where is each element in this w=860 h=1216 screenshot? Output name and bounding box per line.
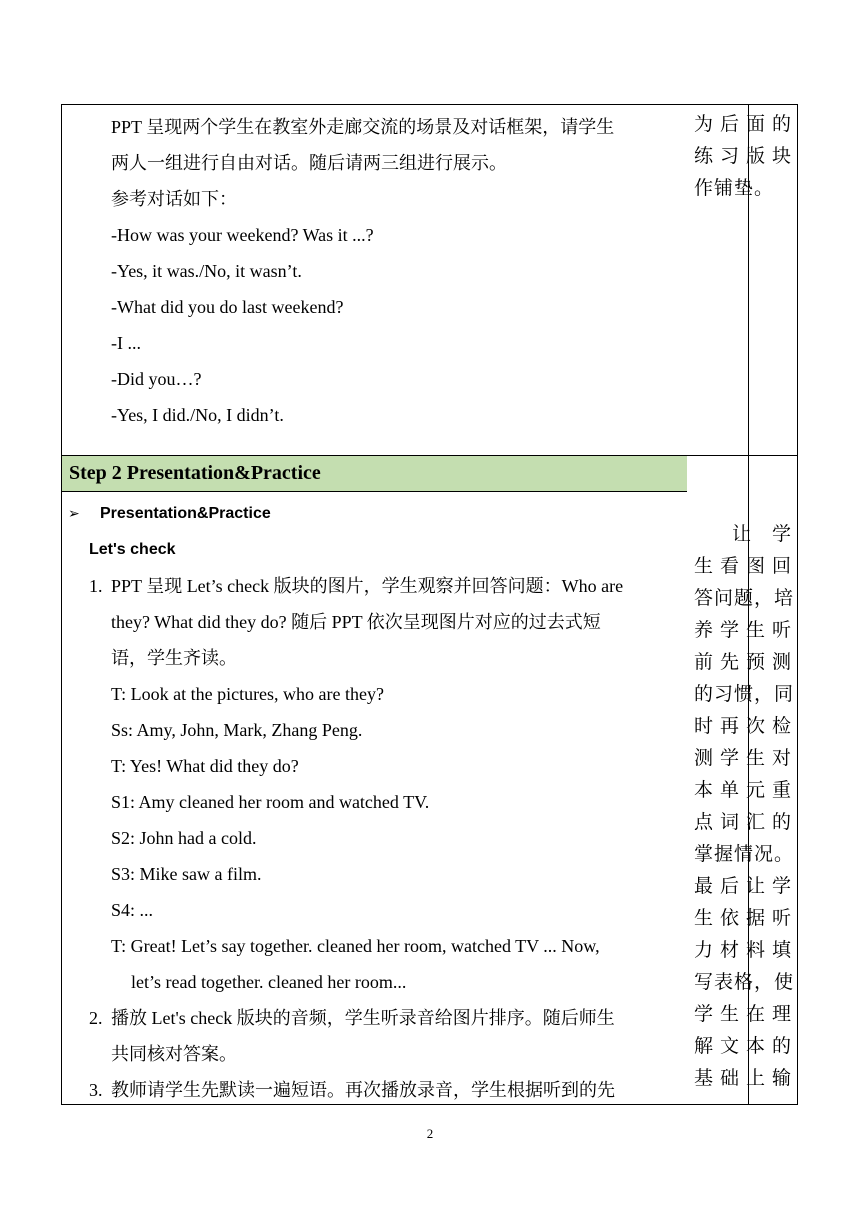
section-title: Let's check xyxy=(89,541,176,558)
top-line-2: 两人一组进行自由对话。随后请两三组进行展示。 xyxy=(111,153,507,173)
item-3-line: 教师请学生先默读一遍短语。再次播放录音，学生根据听到的先 xyxy=(111,1080,615,1100)
step2-note-line: 学生在理 xyxy=(694,1004,792,1025)
item-1-number: 1. xyxy=(89,576,103,596)
dialogue-line: -Did you…? xyxy=(111,369,202,389)
item-2-number: 2. xyxy=(89,1008,103,1028)
top-line-1: PPT 呈现两个学生在教室外走廊交流的场景及对话框架，请学生 xyxy=(111,117,615,137)
dialogue-line: T: Great! Let’s say together. cleaned her room, watched TV ... Now, xyxy=(111,936,600,956)
dialogue-line: -What did you do last weekend? xyxy=(111,297,344,317)
item-1-line: 语，学生齐读。 xyxy=(111,648,237,668)
subheading: Presentation&Practice xyxy=(100,505,271,522)
top-line-3: 参考对话如下： xyxy=(111,189,237,209)
dialogue-line: let’s read together. cleaned her room... xyxy=(131,972,407,992)
step2-note-line: 力材料填 xyxy=(694,940,792,961)
page-number: 2 xyxy=(426,1126,434,1141)
step-header: Step 2 Presentation&Practice xyxy=(62,456,687,491)
step2-note-line: 前先预测 xyxy=(694,652,792,673)
bullet-arrow-icon: ➢ xyxy=(68,506,80,522)
step2-note-line: 生看图回 xyxy=(694,556,792,577)
step2-note-first-line: 让学 xyxy=(732,524,792,545)
item-2-line: 共同核对答案。 xyxy=(111,1044,237,1064)
dialogue-line: -How was your weekend? Was it ...? xyxy=(111,225,374,245)
step2-note-line: 时再次检 xyxy=(694,716,792,737)
dialogue-line: S2: John had a cold. xyxy=(111,828,257,848)
step2-note-line: 解文本的 xyxy=(694,1036,792,1057)
dialogue-line: T: Look at the pictures, who are they? xyxy=(111,684,385,704)
dialogue-line: -Yes, it was./No, it wasn’t. xyxy=(111,261,302,281)
dialogue-line: Ss: Amy, John, Mark, Zhang Peng. xyxy=(111,720,363,740)
top-note-line: 作铺垫。 xyxy=(694,178,775,199)
dialogue-line: T: Yes! What did they do? xyxy=(111,756,299,776)
header-divider xyxy=(62,491,687,492)
item-1-line: PPT 呈现 Let’s check 版块的图片，学生观察并回答问题：Who are xyxy=(111,576,624,596)
lesson-table xyxy=(61,104,798,1105)
step2-note-line: 写表格，使 xyxy=(694,972,795,993)
step2-note-line: 养学生听 xyxy=(694,620,792,641)
step2-note-line: 掌握情况。 xyxy=(694,844,795,865)
dialogue-line: -Yes, I did./No, I didn’t. xyxy=(111,405,284,425)
item-3-number: 3. xyxy=(89,1080,103,1100)
step2-note-line: 本单元重 xyxy=(694,780,792,801)
top-note-line: 为后面的 xyxy=(694,114,792,135)
step2-note-line: 生依据听 xyxy=(694,908,792,929)
step2-note-line: 基础上输 xyxy=(694,1068,792,1089)
dialogue-line: S3: Mike saw a film. xyxy=(111,864,262,884)
item-1-line: they? What did they do? 随后 PPT 依次呈现图片对应的过去式短 xyxy=(111,612,601,632)
step2-note-line: 点词汇的 xyxy=(694,812,792,833)
dialogue-line: S4: ... xyxy=(111,900,154,920)
step2-note-line: 答问题，培 xyxy=(694,588,795,609)
step2-note-line: 测学生对 xyxy=(694,748,792,769)
dialogue-line: S1: Amy cleaned her room and watched TV. xyxy=(111,792,430,812)
step2-note-line: 最后让学 xyxy=(694,876,792,897)
top-note-line: 练习版块 xyxy=(694,146,792,167)
dialogue-line: -I ... xyxy=(111,333,141,353)
item-2-line: 播放 Let's check 版块的音频，学生听录音给图片排序。随后师生 xyxy=(111,1008,615,1028)
step2-note-line: 的习惯，同 xyxy=(694,684,795,705)
